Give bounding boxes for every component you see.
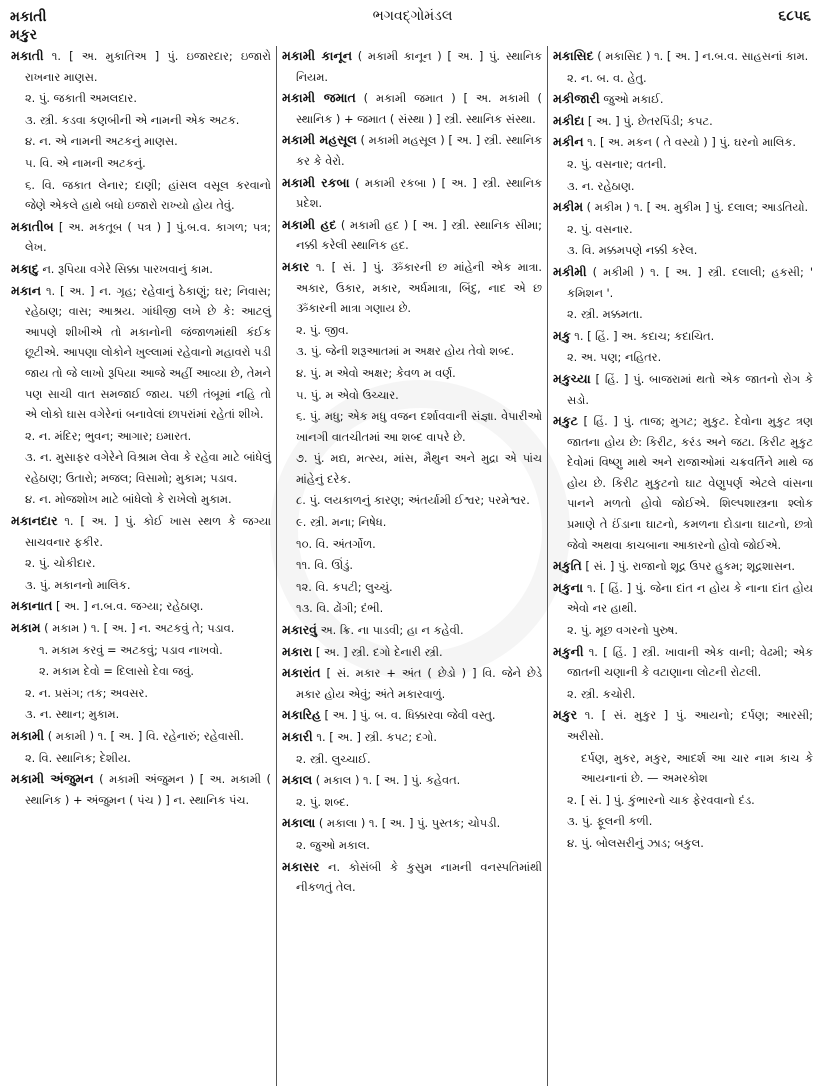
definition-text: ૩. ન. સ્થાન; મુકામ. — [25, 707, 120, 722]
definition-text: ( મકીમી ) ૧. [ અ. ] સ્ત્રી. દલાલી; હકસી; ' કમિશન '. — [567, 264, 813, 300]
definition-text: [ હિં. ] પું. તાજ; મુગટ; મુકુટ. દેવોના મુકુટ ત્રણ જાતના હોય છે: કિરીટ, કરંડ અને જટા. કિરીટ મુકુટ દેવોમાં વિષ્ણુ માથે અને રાજાઓમાં ચક્રવર્તિને માથે જ હોય છે. કિરીટ મુકુટનો ઘાટ વેણુપર્ણ એટલે વાંસના પાનને મળતો હોવો જોઈએ. શિલ્પશાસ્ત્રના શ્લોક પ્રમાણે તે ઈંડાના ઘાટનો, કમળના દોડાના ઘાટનો, છત્રો જેવો અથવા કાચબાના આકારનો હોવો જોઈએ. — [567, 414, 813, 552]
headword: મકુની — [553, 643, 584, 659]
definition-text: ૨. પું. જકાતી અમલદાર. — [25, 91, 137, 106]
definition-text: ૫. વિ. એ નામની અટકનું. — [25, 155, 146, 170]
headword: મકામી જમાત — [282, 90, 356, 106]
entry-sense — [282, 363, 542, 384]
definition-text: ( મકીમ ) ૧. [ અ. મુકીમ ] પું. દલાલ; આડતિયો. — [583, 200, 809, 215]
definition-text: ૨. ન. બ. વ. હેતુ. — [567, 70, 647, 85]
definition-text: ૬. પું. મધુ; એક મધુ વજન દર્શાવવાની સંજ્ઞા. વેપારીઓ ખાનગી વાતચીતમાં આ શબ્દ વાપરે છે. — [296, 409, 542, 444]
definition-text: દર્પણ, મુકર, મકુર, આદર્શ આ ચાર નામ કાચ કે આયનાનાં છે. — અમરકોશ — [581, 750, 813, 786]
headword: મકામી મહસૂલ — [282, 132, 357, 148]
headword: મકાદુ — [11, 260, 39, 276]
headword: મકારવું — [282, 622, 317, 638]
entry-sense — [11, 153, 271, 174]
page-number: ૬૮૫૬ — [778, 8, 811, 24]
first-guide-word: મકાતી — [10, 9, 47, 25]
entry-sense — [282, 555, 542, 576]
dictionary-entry — [282, 46, 542, 87]
definition-text: ૧. [ હિં. ] પું. જેના દાંત ન હોય કે નાના દાંત હોય એવો નર હાથી. — [567, 580, 813, 616]
headword: મકુટ — [553, 413, 578, 429]
definition-text: [ સં. મકાર + અંત ( છેડો ) ] વિ. જેને છેડે મકાર હોય એવું; અંતે મકારવાળું. — [296, 666, 542, 701]
dictionary-entry — [553, 556, 813, 577]
headword: મકુના — [553, 579, 584, 595]
dictionary-entry — [553, 642, 813, 683]
entry-sense — [282, 490, 542, 511]
dictionary-entry — [282, 215, 542, 256]
definition-text: [ અ. ] સ્ત્રી. દગો દેનારી સ્ત્રી. — [312, 644, 443, 659]
headword: મકુતિ — [553, 558, 582, 574]
headword: મકાનાત — [11, 598, 53, 614]
headword: મકારી — [282, 729, 313, 744]
dictionary-entry — [11, 618, 271, 639]
entry-sense — [282, 406, 542, 447]
definition-text: ૧. [ હિં. ] અ. કદાચ; કદાચિત. — [570, 328, 715, 343]
headword: મકામ — [11, 620, 41, 636]
entry-sense — [11, 575, 271, 596]
last-guide-word: મકુર — [10, 27, 38, 43]
definition-text: ૨. પું. વસનાર; વતની. — [567, 156, 667, 171]
definition-text: ૨. સ્ત્રી. લુચ્ચાઈ. — [296, 751, 371, 766]
entry-sense — [282, 749, 542, 770]
dictionary-entry — [11, 726, 271, 747]
definition-text: ( મકામી હદ ) [ અ. ] સ્ત્રી. સ્થાનિક સીમા; નક્કી કરેલી સ્થાનિક હદ. — [296, 217, 542, 253]
dictionary-entry — [282, 642, 542, 663]
definition-text: ( મકાસિદ ) ૧. [ અ. ] ન.બ.વ. સાહસનાં કામ. — [593, 49, 809, 63]
headword: મકીદા — [553, 112, 585, 128]
definition-text: [ અ. ] ન.બ.વ. જગ્યા; રહેઠાણ. — [52, 599, 204, 614]
definition-text: ૧. [ સં. મુકુર ] પું. આયનો; દર્પણ; આરસી; અરીસો. — [567, 708, 813, 743]
definition-text: જુઓ મકાઈ. — [599, 92, 664, 107]
definition-text: ( મકામી રકબા ) [ અ. ] સ્ત્રી. સ્થાનિક પ્રદેશ. — [296, 175, 542, 211]
entry-sense — [11, 704, 271, 725]
definition-text: ૩. ન. મુસાફર વગેરેને વિશ્રામ લેવા કે રહેવા માટે બાંધેલું રહેઠાણ; ઉતારો; મજલ; વિસામો; મુકામ; પડાવ. — [25, 450, 271, 485]
definition-text: ૯. સ્ત્રી. મના; નિષેધ. — [296, 515, 387, 530]
definition-text: ૨. ન. પ્રસંગ; તક; અવસર. — [25, 685, 148, 700]
definition-text: ૪. ન. મોજશોખ માટે બાંધેલો કે રાખેલો મુકામ. — [25, 492, 232, 507]
entry-sense — [11, 489, 271, 510]
definition-text: ( મકાલ ) ૧. [ અ. ] પું. કહેવત. — [312, 773, 461, 788]
entry-sense — [553, 811, 813, 832]
dictionary-entry — [282, 620, 542, 641]
dictionary-entry — [282, 727, 542, 748]
entry-sense — [282, 512, 542, 533]
entry-sense — [282, 341, 542, 362]
definition-text: ( મકામ ) ૧. [ અ. ] ન. અટકવું તે; પડાવ. — [40, 621, 235, 636]
entry-sense — [553, 748, 813, 789]
definition-text: ૨. વિ. સ્થાનિક; દેશીય. — [25, 750, 131, 765]
dictionary-entry — [282, 173, 542, 214]
definition-text: [ અ. મકતૂબ ( પત્ર ) ] પું.બ.વ. કાગળ; પત્ર; લેખ. — [25, 219, 271, 255]
entry-sense — [553, 154, 813, 175]
entry-sense — [553, 833, 813, 854]
definition-text: [ અ. ] પું. બ. વ. ધિક્કારવા જેવી વસ્તુ. — [320, 708, 496, 723]
entry-sense — [282, 534, 542, 555]
definition-text: ૨. સ્ત્રી. મક્કમતા. — [567, 307, 643, 322]
definition-text: ૪. પું. મ એવો અક્ષર; કેવળ મ વર્ણ. — [296, 365, 456, 380]
dictionary-entry — [553, 369, 813, 410]
dictionary-entry — [553, 262, 813, 303]
definition-text: ( મકામી અંજુમન ) [ અ. મકામી ( સ્થાનિક ) + અંજુમન ( પંચ ) ] ન. સ્થાનિક પંચ. — [25, 772, 271, 807]
definition-text: ૧. [ અ. ] ન. ગૃહ; રહેવાનું ઠેકાણું; ઘર; નિવાસ; રહેઠાણ; વાસ; આશ્રય. ગાંધીજી લખે છે કે: આટલું આપણે શીખીએ તો મકાનોની જંજાળમાંથી કંઈક છૂટીએ. આપણા લોકોને ખુલ્લામાં રહેવાનો મહાવરો પડી જાય તો જે લાખો રૂપિયા આજે અહીં આવ્યા છે, તેમને પણ સાચી વાત સમજાઈ જાય. પછી તંબૂમાં નહિ તો એ લોકો ઘાસ વગેરેનાં બનાવેલાં છાપરાંમાં રહેતાં શીખે. — [25, 283, 271, 422]
definition-text: ૩. પું. મકાનનો માલિક. — [25, 577, 131, 592]
entry-sense — [553, 347, 813, 368]
headword: મકામી અંજુમન — [11, 771, 94, 787]
entry-sense — [282, 577, 542, 598]
headword: મકુર — [553, 707, 578, 723]
dictionary-entry — [553, 197, 813, 218]
dictionary-entry — [282, 663, 542, 704]
definition-text: ૭. પું. મદ્ય, મત્સ્ય, માંસ, મૈથુન અને મુદ્રા એ પાંચ માંહેનું દરેક. — [296, 451, 542, 486]
dictionary-entry — [11, 46, 271, 87]
dictionary-entry — [282, 813, 542, 834]
dictionary-entry — [553, 578, 813, 619]
entry-sense — [282, 320, 542, 341]
definition-text: ન. કોસંબી કે કુસુમ નામની વનસ્પતિમાંથી નીકળતું તેલ. — [296, 859, 542, 895]
entry-sense — [11, 110, 271, 131]
dictionary-entry — [553, 705, 813, 746]
definition-text: ૧. [ અ. મકન ( તે વસ્યો ) ] પું. ઘરનો માલિક. — [583, 135, 796, 150]
entry-sense — [282, 792, 542, 813]
entry-sense — [282, 835, 542, 856]
dictionary-columns — [6, 46, 818, 1086]
headword: મકાર — [282, 258, 310, 274]
headword: મકારા — [282, 643, 313, 659]
entry-sense — [282, 448, 542, 489]
entry-sense — [553, 304, 813, 325]
headword: મકાલ — [282, 772, 313, 788]
headword: મકુ — [553, 327, 571, 343]
headword: મકાલા — [282, 815, 316, 831]
definition-text: ૧૦. વિ. અંતર્ગોળ. — [296, 536, 376, 551]
dictionary-entry — [282, 257, 542, 319]
definition-text: ૧. [ અ. ] સ્ત્રી. કપટ; દગો. — [312, 730, 437, 744]
definition-text: ૨. પું. શબ્દ. — [296, 794, 350, 809]
definition-text: ૪. પું. બોલસરીનું ઝાડ; બકુલ. — [567, 835, 704, 850]
dictionary-entry — [11, 511, 271, 552]
column-2 — [276, 46, 547, 1086]
entry-sense — [11, 88, 271, 109]
definition-text: ૨. [ સં. ] પું. કુંભારનો ચાક ફેરવવાનો દંડ. — [567, 792, 755, 807]
entry-sense — [553, 219, 813, 240]
dictionary-entry — [553, 111, 813, 132]
headword: મકીન — [553, 134, 584, 150]
definition-text: ૮. પું. લયકાળનું કારણ; અંતર્યામી ઈશ્વર; પરમેશ્વર. — [296, 493, 530, 508]
entry-sense — [553, 68, 813, 89]
entry-sense — [11, 683, 271, 704]
dictionary-entry — [11, 281, 271, 425]
definition-text: [ અ. ] પું. છેતરપિંડી; કપટ. — [584, 113, 713, 128]
column-1 — [6, 46, 276, 1086]
entry-sense — [11, 426, 271, 447]
headword: મકાસર — [282, 858, 320, 874]
definition-text: ૩. સ્ત્રી. કડવા કણબીની એ નામની એક અટક. — [25, 112, 240, 127]
headword: મકાન — [11, 282, 42, 298]
definition-text: [ હિં. ] પું. બાજરામાં થતો એક જાતનો રોગ કે સડો. — [567, 371, 813, 407]
book-title: ભગવદ્ગોમંડલ — [372, 8, 453, 24]
headword: મકીજારી — [553, 91, 600, 107]
definition-text: ( મકામી મહસૂલ ) [ અ. ] સ્ત્રી. સ્થાનિક કર કે વેરો. — [296, 133, 542, 168]
definition-text: ૧. મકામ કરવું = અટકવું; પડાવ નાખવો. — [39, 642, 223, 657]
definition-text: ૨. પું. મૂછ વગરનો પુરુષ. — [567, 623, 679, 638]
definition-text: અ. ક્રિ. ના પાડવી; હા ન કહેવી. — [316, 623, 464, 638]
definition-text: ૪. ન. એ નામની અટકનું માણસ. — [25, 134, 178, 149]
definition-text: ( મકામી જમાત ) [ અ. મકામી ( સ્થાનિક ) + જમાત ( સંસ્થા ) ] સ્ત્રી. સ્થાનિક સંસ્થા. — [296, 91, 543, 126]
entry-sense — [553, 684, 813, 705]
definition-text: ૨. પું. જીવ. — [296, 322, 349, 337]
definition-text: ૧૧. વિ. ઊંડું. — [296, 558, 353, 573]
definition-text: ૨. પું. ચોકીદાર. — [25, 556, 96, 571]
dictionary-entry — [553, 326, 813, 347]
entry-sense — [11, 640, 271, 661]
entry-sense — [11, 175, 271, 216]
headword: મકામી રકબા — [282, 174, 350, 190]
definition-text: ૧. [ અ. મુકાતિઅ ] પું. ઇજારદાર; ઇજારો રાખનાર માણસ. — [25, 49, 271, 84]
entry-sense — [11, 553, 271, 574]
column-3 — [547, 46, 818, 1086]
headword: મકીમી — [553, 263, 587, 279]
dictionary-entry — [11, 259, 271, 280]
entry-sense — [282, 385, 542, 406]
definition-text: ૫. પું. મ એવો ઉચ્ચાર. — [296, 387, 399, 402]
dictionary-entry — [282, 770, 542, 791]
dictionary-entry — [11, 596, 271, 617]
definition-text: ( મકામી ) ૧. [ અ. ] વિ. રહેનારું; રહેવાસી. — [44, 729, 244, 743]
dictionary-entry — [553, 132, 813, 153]
entry-sense — [553, 240, 813, 261]
entry-sense — [11, 748, 271, 769]
headword: મકામી હદ — [282, 216, 337, 232]
headword: મકાસિદ — [553, 48, 594, 63]
entry-sense — [282, 598, 542, 619]
dictionary-entry — [282, 88, 542, 129]
definition-text: ૧. [ સં. ] પું. ૐકારની છ માંહેની એક માત્રા. અકાર, ઉકાર, મકાર, અર્ધમાત્રા, બિંદુ, નાદ એ છ ૐકારની માત્રા ગણાય છે. — [296, 259, 542, 316]
definition-text: ૨. ન. મંદિર; ભુવન; આગાર; ઇમારત. — [25, 428, 192, 443]
entry-sense — [11, 131, 271, 152]
entry-sense — [11, 447, 271, 488]
headword: મકારાંત — [282, 665, 321, 681]
definition-text: ૬. વિ. જકાત લેનાર; દાણી; હાંસલ વસૂલ કરવાનો જેણે એકલે હાથે બધો ઇજારો રાખ્યો હોય તેવું. — [25, 177, 271, 213]
dictionary-entry — [553, 89, 813, 110]
definition-text: ( મકામી કાનૂન ) [ અ. ] પું. સ્થાનિક નિયમ. — [296, 49, 542, 84]
definition-text: ૨. જુઓ મકાલ. — [296, 837, 370, 852]
headword: મકાનદાર — [11, 513, 58, 529]
definition-text: ૩. વિ. મક્કમપણે નક્કી કરેલ. — [567, 243, 698, 258]
entry-sense — [553, 620, 813, 641]
dictionary-entry — [11, 217, 271, 258]
headword: મકીમ — [553, 199, 584, 215]
dictionary-entry — [282, 705, 542, 726]
definition-text: ૨. પું. વસનાર. — [567, 221, 633, 236]
definition-text: ૧. [ અ. ] પું. કોઈ ખાસ સ્થળ કે જગ્યા સાચવનાર ફકીર. — [25, 514, 271, 549]
dictionary-entry — [553, 411, 813, 555]
headword: મકારિહ — [282, 707, 321, 723]
definition-text: [ સં. ] પું. રાજાનો શૂદ્ર ઉપર હુકમ; શૂદ્રશાસન. — [581, 559, 796, 574]
entry-sense — [553, 790, 813, 811]
entry-sense — [553, 176, 813, 197]
definition-text: ૧૩. વિ. ઢોંગી; દંભી. — [296, 601, 384, 616]
definition-text: ૧૨. વિ. કપટી; લુચ્ચું. — [296, 579, 393, 594]
definition-text: ( મકાલા ) ૧. [ અ. ] પું. પુસ્તક; ચોપડી. — [315, 816, 501, 831]
dictionary-entry — [282, 130, 542, 171]
headword: મકાતી — [11, 48, 44, 63]
dictionary-entry — [11, 769, 271, 810]
page-header — [0, 8, 825, 48]
headword: મકુચ્યા — [553, 370, 591, 386]
definition-text: ન. રૂપિયા વગેરે સિક્કા પારખવાનું કામ. — [38, 261, 213, 276]
dictionary-entry — [553, 46, 813, 67]
dictionary-entry — [282, 857, 542, 898]
entry-sense — [11, 661, 271, 682]
definition-text: ૩. પું. જેની શરૂઆતમાં મ અક્ષર હોય તેવો શબ્દ. — [296, 344, 515, 359]
definition-text: ૩. ન. રહેઠાણ. — [567, 178, 635, 193]
headword: મકામી કાનૂન — [282, 48, 353, 63]
headword: મકામી — [11, 728, 45, 743]
definition-text: ૩. પું. ફૂલની કળી. — [567, 814, 653, 829]
definition-text: ૨. મકામ દેવો = દિલાસો દેવા જવું. — [39, 664, 194, 679]
definition-text: ૨. સ્ત્રી. કચોરી. — [567, 686, 636, 701]
headword: મકાતીબ — [11, 218, 54, 234]
definition-text: ૧. [ હિં. ] સ્ત્રી. ખાવાની એક વાની; વેઢમી; એક જાતની ચણાની કે વટાણાના લોટની રોટલી. — [567, 644, 813, 680]
definition-text: ૨. અ. પણ; નહિતર. — [567, 350, 662, 365]
